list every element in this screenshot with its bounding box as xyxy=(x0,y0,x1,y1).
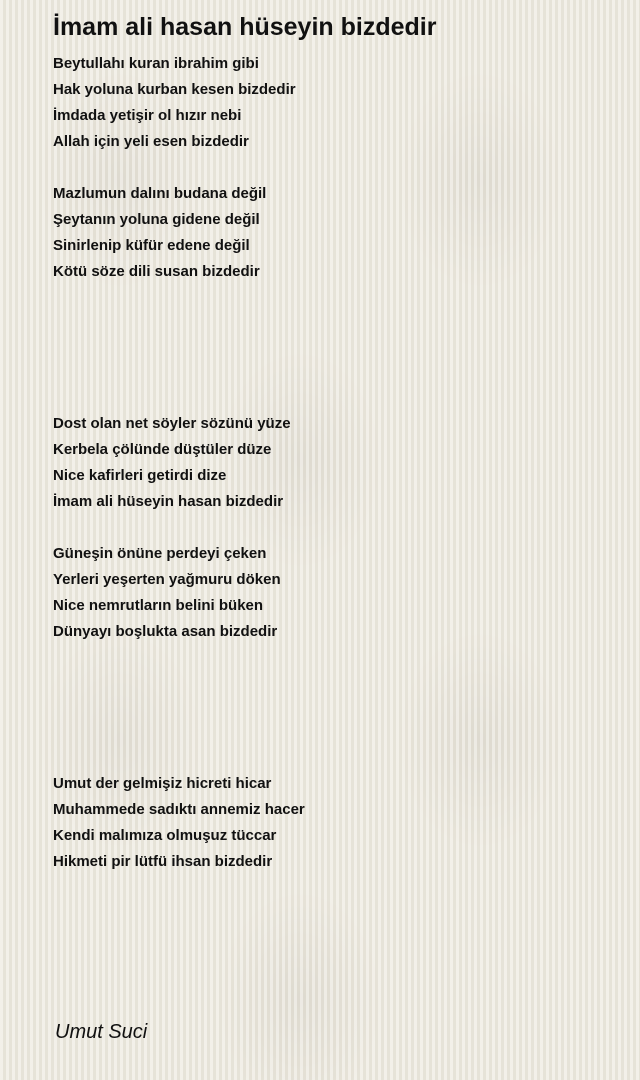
poem-line: Kötü söze dili susan bizdedir xyxy=(53,263,260,280)
stanza-4 xyxy=(53,541,281,645)
stanza-3 xyxy=(53,411,291,515)
poem-line: Sinirlenip küfür edene değil xyxy=(53,237,250,254)
poem-line: Kendi malımıza olmuşuz tüccar xyxy=(53,827,277,844)
poem-line: Hikmeti pir lütfü ihsan bizdedir xyxy=(53,853,273,870)
poem-line: Hak yoluna kurban kesen bizdedir xyxy=(53,81,296,98)
stanza-2 xyxy=(53,181,266,285)
poem-line: Nice nemrutların belini büken xyxy=(53,597,264,614)
poem-line: Dost olan net söyler sözünü yüze xyxy=(53,415,291,432)
poem-line: Yerleri yeşerten yağmuru döken xyxy=(53,571,281,588)
poem-line: Şeytanın yoluna gidene değil xyxy=(53,211,260,228)
poem-line: Kerbela çölünde düştüler düze xyxy=(53,441,272,458)
stanza-1 xyxy=(53,51,296,155)
poem-line: Beytullahı kuran ibrahim gibi xyxy=(53,55,259,72)
stanza-5 xyxy=(53,771,305,875)
poem-line: Dünyayı boşlukta asan bizdedir xyxy=(53,623,278,640)
poem-line: Muhammede sadıktı annemiz hacer xyxy=(53,801,305,818)
poem-line: Allah için yeli esen bizdedir xyxy=(53,133,249,150)
author-name: Umut Suci xyxy=(55,1021,148,1043)
poem-line: İmdada yetişir ol hızır nebi xyxy=(53,107,242,124)
poem-title: İmam ali hasan hüseyin bizdedir xyxy=(53,13,437,41)
poem-line: Mazlumun dalını budana değil xyxy=(53,185,267,202)
poem-line: Umut der gelmişiz hicreti hicar xyxy=(53,775,272,792)
poem-line: Nice kafirleri getirdi dize xyxy=(53,467,227,484)
poem-line: İmam ali hüseyin hasan bizdedir xyxy=(53,493,284,510)
poem-line: Güneşin önüne perdeyi çeken xyxy=(53,545,267,562)
